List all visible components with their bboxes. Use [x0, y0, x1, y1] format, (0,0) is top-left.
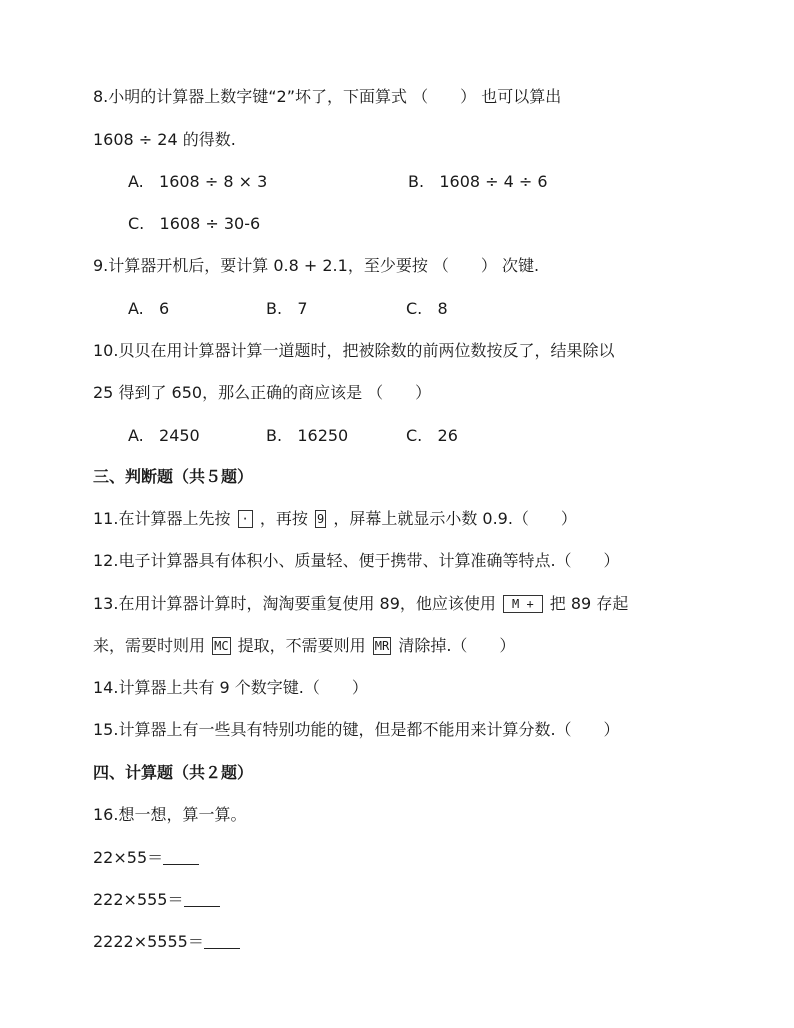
q16-item-1 — [93, 847, 199, 869]
q16-item-2 — [93, 889, 220, 911]
q11-text-post: ，屏幕上就显示小数 0.9.（ ） — [333, 509, 577, 528]
option-text: 2450 — [159, 426, 200, 445]
q8-option-a — [128, 171, 267, 193]
option-letter: A. — [128, 426, 144, 445]
q11-line — [93, 508, 577, 530]
q16-title: 16.想一想，算一算。 — [93, 805, 247, 824]
nine-key-icon: 9 — [316, 512, 325, 526]
q13-line2-pre: 来，需要时则用 — [93, 636, 206, 655]
memory-clear-key-icon: MC — [214, 639, 229, 653]
q13-line2-mid: 提取，不需要则用 — [237, 636, 366, 655]
answer-blank[interactable] — [204, 932, 240, 949]
option-text: 1608 ÷ 30-6 — [159, 214, 261, 233]
option-letter: C. — [406, 299, 423, 318]
q8-line1: 8.小明的计算器上数字键“2”坏了，下面算式 （ ） 也可以算出 — [93, 87, 562, 106]
q10-option-c — [406, 425, 458, 447]
decimal-point-key-icon: · — [238, 510, 253, 528]
q14-line: 14.计算器上共有 9 个数字键.（ ） — [93, 678, 368, 697]
answer-blank[interactable] — [163, 848, 199, 865]
q10-line1: 10.贝贝在用计算器计算一道题时，把被除数的前两位数按反了，结果除以 — [93, 341, 615, 360]
section-heading-judgement: 三、判断题（共５题） — [93, 467, 254, 486]
q13-line2 — [93, 635, 515, 657]
memory-recall-key-icon: MR — [374, 639, 390, 653]
q9-option-b — [266, 298, 308, 320]
answer-blank[interactable] — [184, 890, 220, 907]
q13-text-post: 把 89 存起 — [549, 594, 629, 613]
section-heading-calculation: 四、计算题（共２题） — [93, 763, 254, 782]
q13-line1 — [93, 593, 628, 615]
q8-option-c — [128, 213, 260, 235]
q13-text-pre: 13.在用计算器计算时，淘淘要重复使用 89，他应该使用 — [93, 594, 496, 613]
option-text: 8 — [437, 299, 448, 318]
q16-item-3 — [93, 931, 240, 953]
q11-text-mid: ，再按 — [259, 509, 308, 528]
q11-text-pre: 11.在计算器上先按 — [93, 509, 231, 528]
option-letter: B. — [266, 426, 283, 445]
option-letter: C. — [128, 214, 145, 233]
option-text: 1608 ÷ 8 × 3 — [159, 172, 268, 191]
option-letter: B. — [408, 172, 425, 191]
q13-line2-post: 清除掉.（ ） — [398, 636, 516, 655]
q8-option-b — [408, 171, 548, 193]
q12-line: 12.电子计算器具有体积小、质量轻、便于携带、计算准确等特点.（ ） — [93, 551, 620, 570]
q16-expression: 2222×5555＝ — [93, 932, 204, 951]
option-text: 16250 — [297, 426, 349, 445]
option-letter: C. — [406, 426, 423, 445]
option-text: 26 — [437, 426, 458, 445]
option-letter: A. — [128, 172, 144, 191]
q16-expression: 222×555＝ — [93, 890, 184, 909]
q9-option-a — [128, 298, 169, 320]
q10-option-b — [266, 425, 348, 447]
q9-line1: 9.计算器开机后，要计算 0.8 + 2.1，至少要按 （ ） 次键. — [93, 256, 540, 275]
option-text: 1608 ÷ 4 ÷ 6 — [439, 172, 548, 191]
option-letter: B. — [266, 299, 283, 318]
option-text: 7 — [297, 299, 308, 318]
q8-line2: 1608 ÷ 24 的得数. — [93, 130, 236, 149]
q10-line2: 25 得到了 650，那么正确的商应该是 （ ） — [93, 383, 432, 402]
memory-plus-key-icon: M + — [503, 595, 543, 613]
option-text: 6 — [159, 299, 170, 318]
q9-option-c — [406, 298, 448, 320]
q10-option-a — [128, 425, 200, 447]
q15-line: 15.计算器上有一些具有特别功能的键，但是都不能用来计算分数.（ ） — [93, 720, 620, 739]
q16-expression: 22×55＝ — [93, 848, 164, 867]
option-letter: A. — [128, 299, 144, 318]
